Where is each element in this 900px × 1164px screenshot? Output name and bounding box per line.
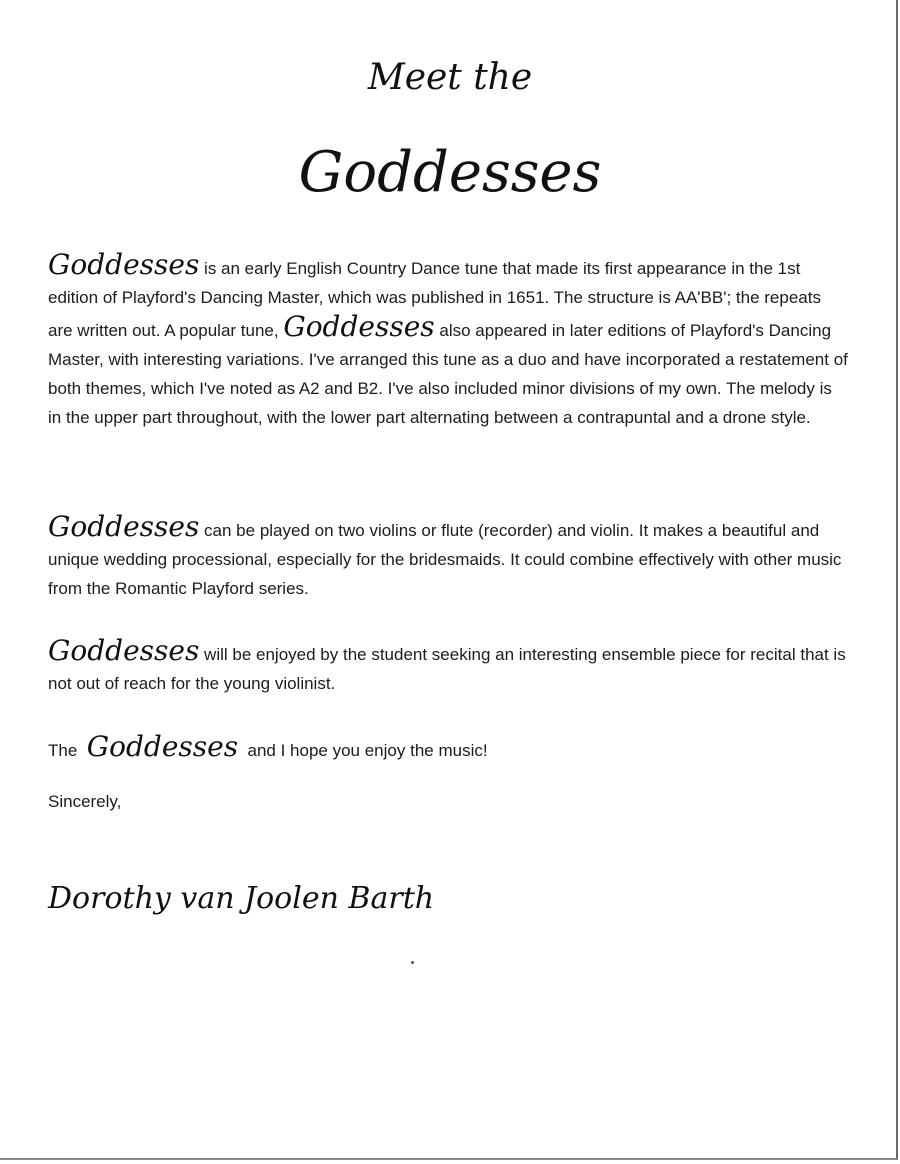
stray-mark [411,961,414,964]
paragraph-text: also appeared in later editions of Playford's Dancing Master, with interesting variations. I've arranged this tune as a duo and have incorporated a restatement of both themes, which I've noted as A2 and B2. I've also included minor divisions of my own. The melody is in the upper part throughout, with the lower part alternating between a contrapuntal and a drone style. [48,321,848,427]
paragraph-text: will be enjoyed by the student seeking an interesting ensemble piece for recital that is not out of reach for the young violinist. [48,645,846,693]
paragraph-intro [48,250,848,432]
inline-title-goddesses: Goddesses [48,248,200,281]
inline-title-goddesses: Goddesses [48,510,200,543]
paragraph-text: is an early English Country Dance tune that made its first appearance in the 1st edition of Playford's Dancing Master, which was published in 1651. The structure is AA'BB'; the repeats are written out. A popular tune, [48,259,821,340]
paragraph-instrumentation [48,512,848,603]
signature: Dorothy van Joolen Barth [48,881,435,916]
inline-title-goddesses: Goddesses [283,310,435,343]
paragraph-text: can be played on two violins or flute (recorder) and violin. It makes a beautiful and unique wedding processional, especially for the bridesmaids. It could combine effectively with other music from the Romantic Playford series. [48,521,842,598]
inline-title-goddesses: Goddesses [86,730,239,763]
paragraph-text: The [48,741,87,760]
inline-title-goddesses: Goddesses [48,634,200,667]
title-meet-the: Meet the [367,57,533,98]
paragraph-text: and I hope you enjoy the music! [238,741,488,760]
paragraph-audience [48,636,848,698]
closing-salutation: Sincerely, [48,792,122,811]
paragraph-farewell [48,732,848,765]
page-title: Goddesses [298,140,602,205]
